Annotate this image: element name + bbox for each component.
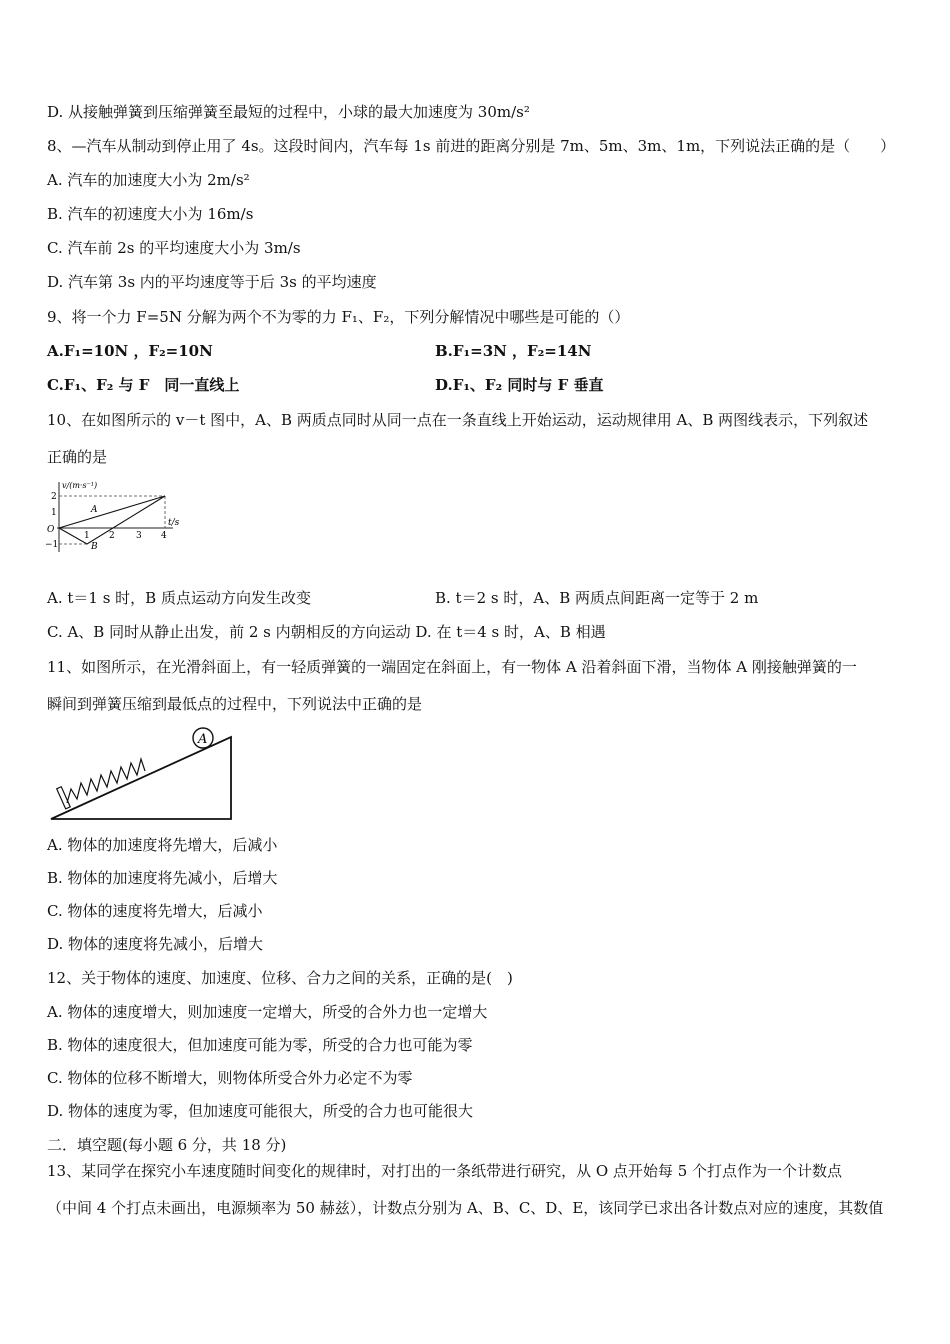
q9-option-d: D.F₁、F₂ 同时与 F 垂直: [435, 376, 604, 394]
x-tick-3: 3: [136, 531, 142, 541]
line-a-label: A: [91, 505, 98, 515]
x-tick-4: 4: [161, 531, 167, 541]
x-tick-1: 1: [84, 531, 90, 541]
q8-option-a: A. 汽车的加速度大小为 2m/s²: [47, 171, 250, 189]
q8-option-c: C. 汽车前 2s 的平均速度大小为 3m/s: [47, 239, 301, 257]
y-axis-label: v/(m·s⁻¹): [62, 481, 98, 490]
q10-stem-line2: 正确的是: [47, 448, 108, 466]
q8-option-d: D. 汽车第 3s 内的平均速度等于后 3s 的平均速度: [47, 273, 377, 291]
q13-stem-line2: （中间 4 个打点未画出，电源频率为 50 赫兹），计数点分别为 A、B、C、D、E，该同学已求出各计数点对应的速度，其数值: [47, 1199, 884, 1217]
q8-option-b: B. 汽车的初速度大小为 16m/s: [47, 205, 254, 223]
vt-graph: [45, 478, 190, 558]
x-axis-label: t/s: [168, 518, 180, 528]
incline-wedge: [51, 737, 231, 819]
q10-option-cd: C. A、B 同时从静止出发，前 2 s 内朝相反的方向运动 D. 在 t＝4 s 时，A、B 相遇: [47, 623, 606, 641]
q9-option-b: B.F₁=3N ，F₂=14N: [435, 342, 592, 360]
q8-stem: 8、—汽车从制动到停止用了 4s。这段时间内，汽车每 1s 前进的距离分别是 7m、5m、3m、1m，下列说法正确的是（ ）: [47, 137, 896, 155]
q10-option-a: A. t＝1 s 时，B 质点运动方向发生改变: [47, 589, 311, 607]
q9-option-c: C.F₁、F₂ 与 F 同一直线上: [47, 376, 240, 394]
y-tick-neg1: −1: [45, 540, 59, 550]
section-2-heading: 二．填空题(每小题 6 分，共 18 分): [47, 1136, 287, 1154]
y-tick-2: 2: [51, 492, 57, 502]
x-tick-2: 2: [109, 531, 115, 541]
q11-option-b: B. 物体的加速度将先减小，后增大: [47, 869, 278, 887]
q12-option-d: D. 物体的速度为零，但加速度可能很大，所受的合力也可能很大: [47, 1102, 474, 1120]
line-a: [59, 496, 165, 528]
q11-stem-line1: 11、如图所示，在光滑斜面上，有一轻质弹簧的一端固定在斜面上，有一物体 A 沿着斜面下滑，当物体 A 刚接触弹簧的一: [47, 658, 857, 676]
q13-stem-line1: 13、某同学在探究小车速度随时间变化的规律时，对打出的一条纸带进行研究，从 O 点开始每 5 个打点作为一个计数点: [47, 1162, 843, 1180]
q12-stem: 12、关于物体的速度、加速度、位移、合力之间的关系，正确的是( ): [47, 969, 513, 987]
q7-option-d: D. 从接触弹簧到压缩弹簧至最短的过程中，小球的最大加速度为 30m/s²: [47, 103, 530, 121]
block-a-label: A: [198, 732, 208, 747]
q12-option-a: A. 物体的速度增大，则加速度一定增大，所受的合外力也一定增大: [47, 1003, 488, 1021]
q11-stem-line2: 瞬间到弹簧压缩到最低点的过程中，下列说法中正确的是: [47, 695, 423, 713]
q9-option-a: A.F₁=10N ，F₂=10N: [47, 342, 213, 360]
q12-option-b: B. 物体的速度很大，但加速度可能为零，所受的合力也可能为零: [47, 1036, 473, 1054]
q11-option-d: D. 物体的速度将先减小，后增大: [47, 935, 264, 953]
q10-stem-line1: 10、在如图所示的 v－t 图中，A、B 两质点同时从同一点在一条直线上开始运动，运动规律用 A、B 两图线表示，下列叙述: [47, 411, 869, 429]
q11-option-c: C. 物体的速度将先增大，后减小: [47, 902, 263, 920]
q9-stem: 9、将一个力 F=5N 分解为两个不为零的力 F₁、F₂，下列分解情况中哪些是可能的（）: [47, 308, 630, 326]
q11-option-a: A. 物体的加速度将先增大，后减小: [47, 836, 278, 854]
q10-option-b: B. t＝2 s 时，A、B 两质点间距离一定等于 2 m: [435, 589, 759, 607]
origin-label: O: [47, 525, 55, 535]
y-tick-1: 1: [51, 508, 57, 518]
incline-figure: [45, 725, 240, 825]
q12-option-c: C. 物体的位移不断增大，则物体所受合外力必定不为零: [47, 1069, 413, 1087]
line-b-label: B: [91, 542, 98, 552]
